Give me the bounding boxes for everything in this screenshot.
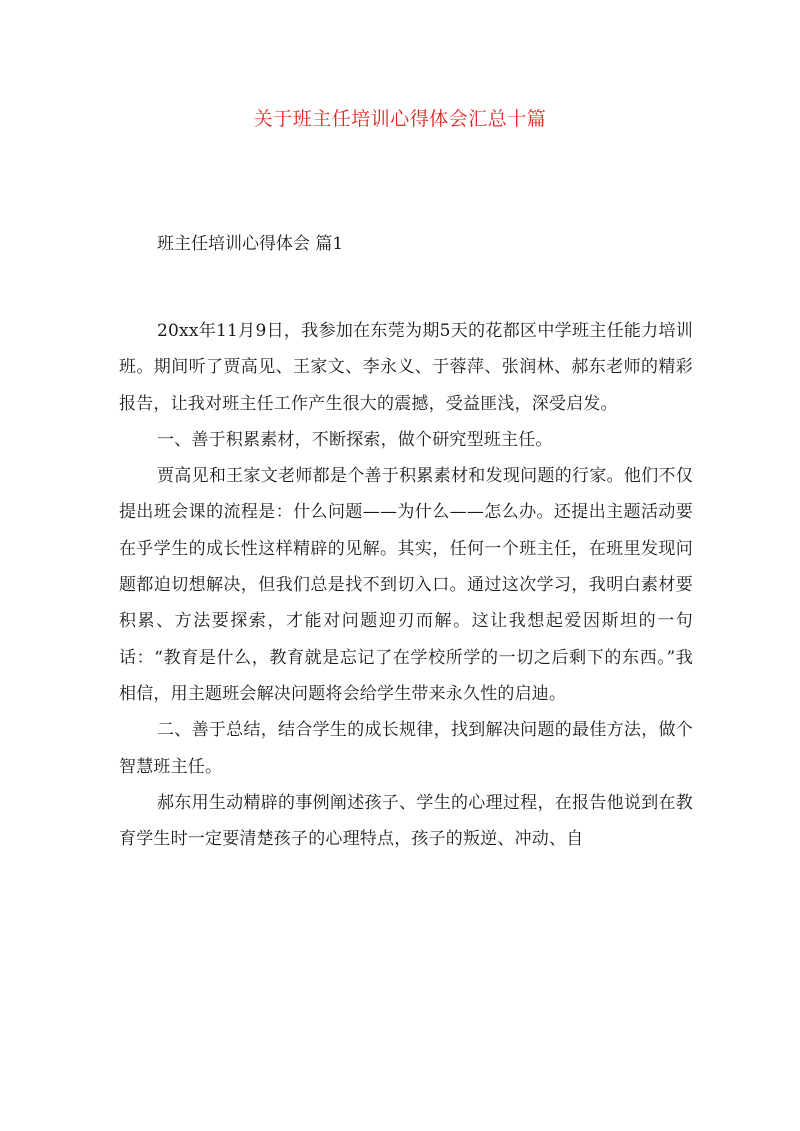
document-body bbox=[119, 313, 693, 857]
document-title: 关于班主任培训心得体会汇总十篇 bbox=[253, 108, 547, 130]
paragraph-intro: 20xx年11月9日，我参加在东莞为期5天的花都区中学班主任能力培训班。期间听了贾高见、王家文、李永义、于蓉萍、张润林、郝东老师的精彩报告，让我对班主任工作产生很大的震撼，受益匪浅，深受启发。 bbox=[119, 321, 693, 414]
paragraph-point-one-body: 贾高见和王家文老师都是个善于积累素材和发现问题的行家。他们不仅提出班会课的流程是：什么问题——为什么——怎么办。还提出主题活动要在乎学生的成长性这样精辟的见解。其实，任何一个班主任，在班里发现问题都迫切想解决，但我们总是找不到切入口。通过这次学习，我明白素材要积累、方法要探索，才能对问题迎刃而解。这让我想起爱因斯坦的一句话：“教育是什么，教育就是忘记了在学校所学的一切之后剩下的东西。”我相信，用主题班会解决问题将会给学生带来永久性的启迪。 bbox=[119, 466, 693, 704]
paragraph-point-two-heading: 二、善于总结，结合学生的成长规律，找到解决问题的最佳方法，做个智慧班主任。 bbox=[119, 720, 693, 777]
section-heading: 班主任培训心得体会 篇1 bbox=[157, 234, 344, 254]
paragraph-point-two-body: 郝东用生动精辟的事例阐述孩子、学生的心理过程，在报告他说到在教育学生时一定要清楚孩子的心理特点，孩子的叛逆、冲动、自 bbox=[119, 792, 693, 850]
paragraph-point-one-heading: 一、善于积累素材，不断探索，做个研究型班主任。 bbox=[157, 429, 553, 450]
